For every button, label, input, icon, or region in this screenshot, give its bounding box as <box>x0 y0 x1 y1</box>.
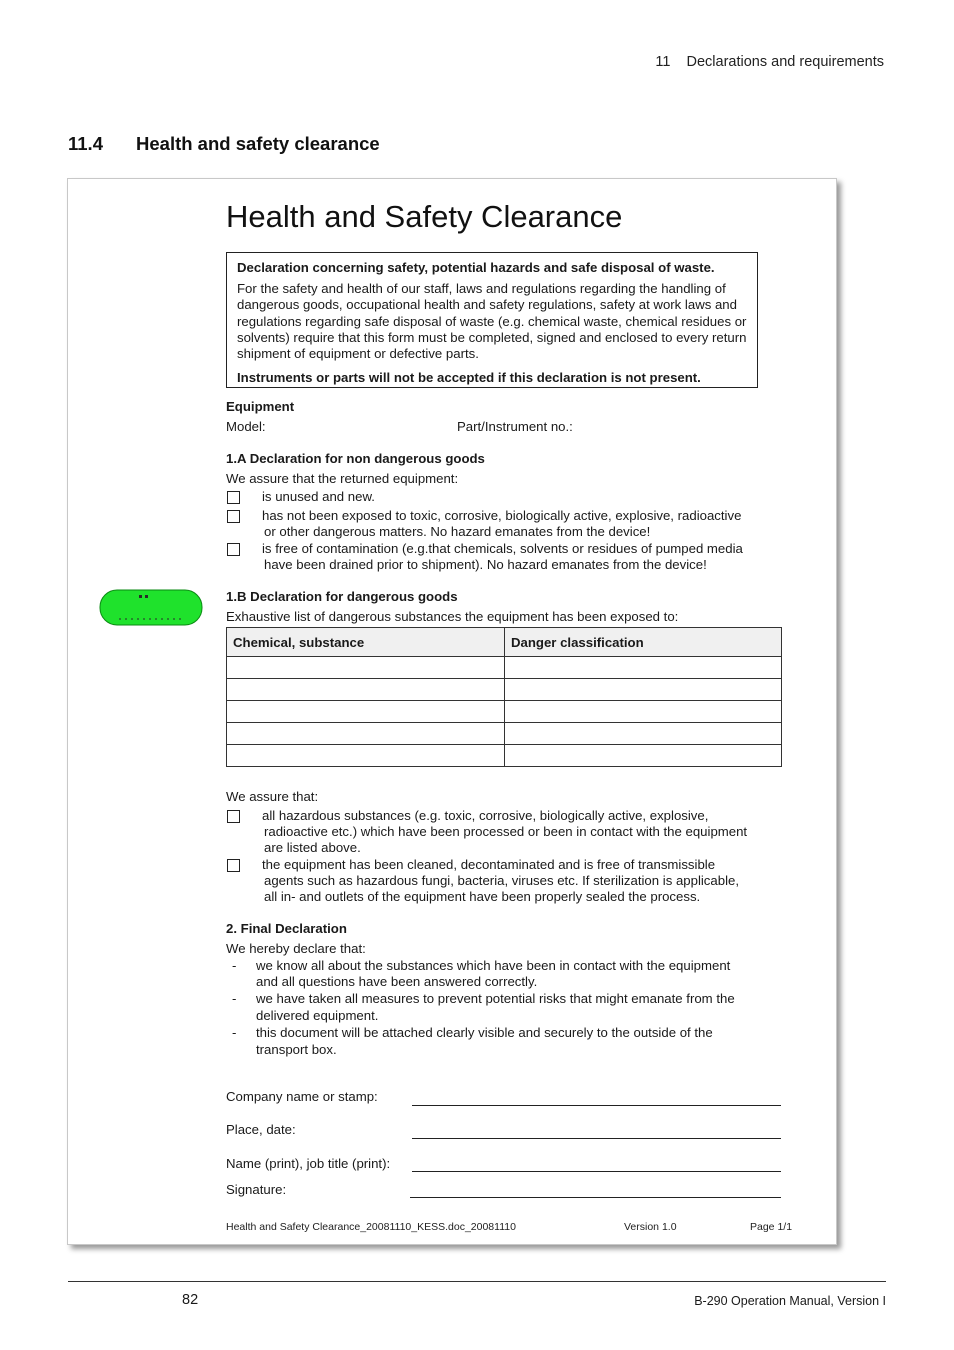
section-2-intro: We hereby declare that: <box>226 941 366 956</box>
place-date-input-line[interactable] <box>412 1138 781 1139</box>
bullet-dash: - <box>232 958 237 973</box>
substance-cell[interactable] <box>227 657 505 679</box>
signature-label: Signature: <box>226 1182 287 1197</box>
checkbox-label: is unused and new. <box>262 489 375 504</box>
notice-body: For the safety and health of our staff, laws and regulations regarding the handling of dangerous goods, occupational health and safety regulations, safety at work laws and regulations regarding safe disposal of waste (e.g. chemical waste, chemical residues or solvents) require that this form must be completed, signed and enclosed to every return shipment of equipment or defective parts. <box>237 281 747 362</box>
checkbox-label: is free of contamination (e.g.that chemicals, solvents or residues of pumped media <box>262 541 743 556</box>
chapter-header: 11 Declarations and requirements <box>655 54 884 70</box>
table-row <box>227 679 782 701</box>
section-2-heading: 2. Final Declaration <box>226 921 347 936</box>
part-number-label: Part/Instrument no.: <box>457 419 573 434</box>
column-header: Chemical, substance <box>227 628 505 657</box>
notice-box <box>226 252 758 388</box>
assure-intro: We assure that: <box>226 789 319 804</box>
name-title-input-line[interactable] <box>412 1171 781 1172</box>
signature-input-line[interactable] <box>410 1197 781 1198</box>
checkbox-label: the equipment has been cleaned, decontaminated and is free of transmissible <box>262 857 716 872</box>
section-1a-intro: We assure that the returned equipment: <box>226 471 459 486</box>
table-row <box>227 745 782 767</box>
name-title-label: Name (print), job title (print): <box>226 1156 391 1171</box>
checkbox-label-cont: agents such as hazardous fungi, bacteria, viruses etc. If sterilization is applicable, <box>264 873 740 888</box>
company-input-line[interactable] <box>412 1105 781 1106</box>
form-file-name: Health and Safety Clearance_20081110_KESS.doc_20081110 <box>226 1221 516 1233</box>
classification-cell[interactable] <box>505 679 782 701</box>
section-heading <box>68 133 380 155</box>
contamination-free-checkbox[interactable] <box>227 543 240 556</box>
decontaminated-checkbox[interactable] <box>227 859 240 872</box>
checkbox-label: has not been exposed to toxic, corrosive, biologically active, explosive, radioactive <box>262 508 742 523</box>
footer-divider <box>68 1281 886 1282</box>
buchi-logo <box>99 589 203 626</box>
declaration-bullet: we know all about the substances which have been in contact with the equipment <box>256 958 731 973</box>
form-page: Page 1/1 <box>750 1221 793 1233</box>
table-row <box>227 701 782 723</box>
checkbox-label-cont: radioactive etc.) which have been processed or been in contact with the equipment <box>264 824 748 839</box>
not-exposed-checkbox[interactable] <box>227 510 240 523</box>
checkbox-label-cont: have been drained prior to shipment). No hazard emanates from the device! <box>264 557 707 572</box>
classification-cell[interactable] <box>505 745 782 767</box>
classification-cell[interactable] <box>505 657 782 679</box>
notice-heading: Declaration concerning safety, potential hazards and safe disposal of waste. <box>237 260 715 275</box>
page-number: 82 <box>182 1292 199 1308</box>
table-row <box>227 723 782 745</box>
substance-cell[interactable] <box>227 701 505 723</box>
substances-listed-checkbox[interactable] <box>227 810 240 823</box>
checkbox-label-cont: all in- and outlets of the equipment have been properly sealed the process. <box>264 889 701 904</box>
equipment-heading: Equipment <box>226 399 295 414</box>
table-header-row <box>227 628 782 657</box>
checkbox-label-cont: or other dangerous matters. No hazard emanates from the device! <box>264 524 651 539</box>
declaration-bullet-cont: delivered equipment. <box>256 1008 379 1023</box>
table-row <box>227 657 782 679</box>
checkbox-label: all hazardous substances (e.g. toxic, corrosive, biologically active, explosive, <box>262 808 709 823</box>
declaration-bullet: this document will be attached clearly visible and securely to the outside of the <box>256 1025 713 1040</box>
declaration-bullet-cont: and all questions have been answered correctly. <box>256 974 538 989</box>
classification-cell[interactable] <box>505 701 782 723</box>
unused-checkbox[interactable] <box>227 491 240 504</box>
bullet-dash: - <box>232 991 237 1006</box>
form-version: Version 1.0 <box>624 1221 677 1233</box>
checkbox-label-cont: are listed above. <box>264 840 361 855</box>
section-1a-heading: 1.A Declaration for non dangerous goods <box>226 451 485 466</box>
section-number: 11.4 <box>68 133 103 154</box>
substance-cell[interactable] <box>227 723 505 745</box>
declaration-bullet: we have taken all measures to prevent potential risks that might emanate from the <box>256 991 735 1006</box>
form-title: Health and Safety Clearance <box>226 199 623 234</box>
company-label: Company name or stamp: <box>226 1089 378 1104</box>
bullet-dash: - <box>232 1025 237 1040</box>
place-date-label: Place, date: <box>226 1122 296 1137</box>
classification-cell[interactable] <box>505 723 782 745</box>
declaration-bullet-cont: transport box. <box>256 1042 337 1057</box>
notice-warning: Instruments or parts will not be accepted if this declaration is not present. <box>237 370 701 386</box>
column-header: Danger classification <box>505 628 782 657</box>
section-1b-intro: Exhaustive list of dangerous substances the equipment has been exposed to: <box>226 609 679 624</box>
manual-title: B-290 Operation Manual, Version I <box>694 1294 886 1308</box>
section-title: Health and safety clearance <box>136 133 380 154</box>
dangerous-substances-table <box>226 627 782 767</box>
substance-cell[interactable] <box>227 745 505 767</box>
section-1b-heading: 1.B Declaration for dangerous goods <box>226 589 458 604</box>
model-label: Model: <box>226 419 266 434</box>
substance-cell[interactable] <box>227 679 505 701</box>
clearance-form-sheet <box>67 178 837 1245</box>
